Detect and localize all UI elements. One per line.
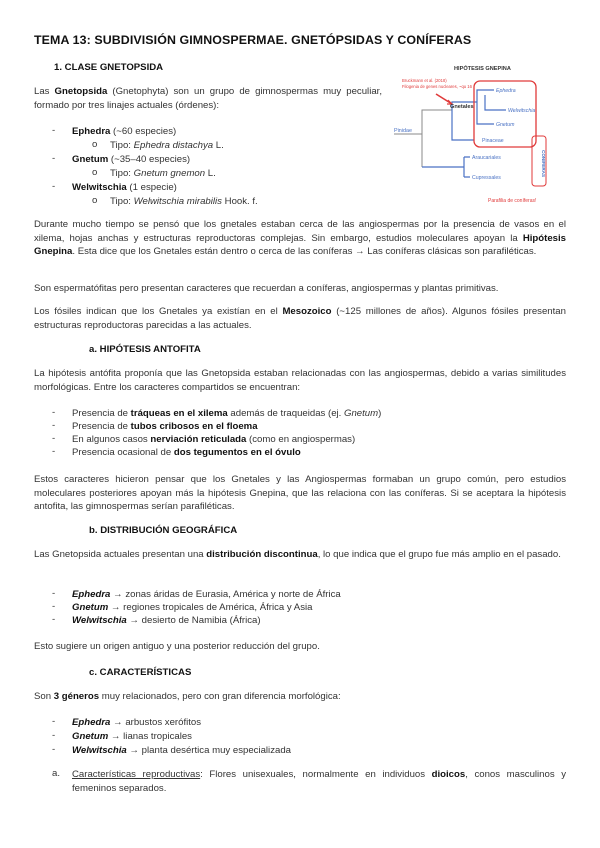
label-ephedra: Ephedra: [496, 88, 516, 94]
list-dash: -: [52, 446, 56, 457]
paragraph-reproductive-features: Características reproductivas: Flores unisexuales, normalmente en individuos dioicos, conos masculinos y femeninos separados.: [72, 769, 567, 794]
paragraph-antofita: La hipótesis antófita proponía que las Gnetopsida estaban relacionadas con las angiospermas, debido a varias similitudes morfológicas. Entre los caracteres compartidos se encuentran:: [34, 368, 566, 393]
label-pinaceae: Pinaceae: [482, 138, 504, 144]
distribution-item-gnetum: Gnetum → regiones tropicales de América, África y Asia: [72, 602, 313, 613]
label-araucariales: Araucariales: [472, 155, 501, 161]
list-dash: -: [52, 588, 56, 599]
type-species-gnetum: Tipo: Gnetum gnemon L.: [110, 168, 216, 179]
list-dash: -: [52, 433, 56, 444]
paragraph-origin: Esto sugiere un origen antiguo y una posterior reducción del grupo.: [34, 641, 320, 652]
list-dash: -: [52, 420, 56, 431]
sub-list-marker: a.: [52, 768, 61, 779]
label-gnetum: Gnetum: [496, 122, 515, 128]
ref-arrow: [436, 94, 452, 104]
type-species-welwitschia: Tipo: Welwitschia mirabilis Hook. f.: [110, 196, 258, 207]
list-dash: -: [52, 730, 56, 741]
label-cupressales: Cupressales: [472, 175, 501, 181]
list-dash: -: [52, 181, 56, 192]
list-dash: -: [52, 601, 56, 612]
list-dash: -: [52, 614, 56, 625]
tree-branch-gnetales: [477, 90, 506, 124]
label-paraphyly: Parafilia de coníferas!: [488, 198, 537, 204]
antofita-item-2: Presencia de tubos cribosos en el floema: [72, 421, 258, 432]
list-dash: -: [52, 153, 56, 164]
paragraph-characters: Son espermatófitas pero presentan caracteres que recuerdan a coníferas, angiospermas y plantas primitivas.: [34, 283, 499, 294]
genus-item-welwitschia: Welwitschia (1 especie): [72, 182, 177, 193]
intro-paragraph: Las Gnetopsida (Gnetophyta) son un grupo de gimnospermas muy peculiar, formado por tres linajes actuales (órdenes):: [34, 86, 382, 111]
sub-bullet: o: [92, 195, 98, 206]
figure-ref-line1: Bruckmann et al. (2018): [402, 78, 447, 83]
type-species-ephedra: Tipo: Ephedra distachya L.: [110, 140, 224, 151]
sub-bullet: o: [92, 139, 98, 150]
label-pinidae: Pinidae: [394, 128, 412, 134]
figure-ref-line2: Filogenia de genes nucleares, ~qu 16: [402, 84, 472, 89]
distribution-item-welwitschia: Welwitschia → desierto de Namibia (África): [72, 615, 261, 626]
distribution-item-ephedra: Ephedra → zonas áridas de Eurasia, América y norte de África: [72, 589, 341, 600]
antofita-item-3: En algunos casos nerviación reticulada (como en angiospermas): [72, 434, 356, 445]
paragraph-antofita-conclusion: Estos caracteres hicieron pensar que los Gnetales y las Angiospermas formaban un grupo común, pero estudios moleculares posteriores apoyan más la hipótesis Gnepina, que las relaciona con las coníferas. Si se aceptara la hipótesis antofita, las gimnospermas serían parafiléticas.: [34, 474, 566, 513]
tree-branch-conifers: [422, 157, 470, 177]
antofita-item-1: Presencia de tráqueas en el xilema además de traqueidas (ej. Gnetum): [72, 408, 382, 419]
genus-item-ephedra: Ephedra (~60 especies): [72, 126, 177, 137]
section-heading-caracteristicas: c. CARACTERÍSTICAS: [89, 667, 192, 678]
section-heading-distribucion: b. DISTRIBUCIÓN GEOGRÁFICA: [89, 525, 238, 536]
tree-branch-root: [394, 110, 452, 167]
feature-item-welwitschia: Welwitschia → planta desértica muy especializada: [72, 745, 291, 756]
feature-item-gnetum: Gnetum → lianas tropicales: [72, 731, 192, 742]
page-title: TEMA 13: SUBDIVISIÓN GIMNOSPERMAE. GNETÓPSIDAS Y CONÍFERAS: [34, 33, 472, 47]
list-dash: -: [52, 125, 56, 136]
section-heading-clase-gnetopsida: 1. CLASE GNETOPSIDA: [54, 62, 164, 73]
label-coniferas: CONÍFERAS: [541, 150, 546, 178]
genus-item-gnetum: Gnetum (~35–40 especies): [72, 154, 191, 165]
list-dash: -: [52, 744, 56, 755]
paragraph-caracteristicas: Son 3 géneros muy relacionados, pero con gran diferencia morfológica:: [34, 691, 341, 702]
figure-title: HIPÓTESIS GNEPINA: [454, 66, 511, 72]
paragraph-fossils: Los fósiles indican que los Gnetales ya existían en el Mesozoico (~125 millones de años). Algunos fósiles presentan estructuras reproductoras parecidas a las actuales.: [34, 306, 566, 331]
antofita-item-4: Presencia ocasional de dos tegumentos en el óvulo: [72, 447, 301, 458]
label-gnetales: Gnetales: [450, 104, 474, 110]
paragraph-gnepine-hypothesis: Durante mucho tiempo se pensó que los gnetales estaban cerca de las angiospermas por la presencia de vasos en el xilema, hojas anchas y estructuras reproductoras complejas. Sin embargo, estudios moleculares apoyan la Hipótesis Gnepina. Esta dice que los Gnetales están dentro o cerca de las coníferas → Las coníferas clásicas son parafiléticas.: [34, 219, 566, 258]
sub-bullet: o: [92, 167, 98, 178]
list-dash: -: [52, 716, 56, 727]
label-welwitschia: Welwitschia: [508, 108, 536, 114]
section-heading-antofita: a. HIPÓTESIS ANTOFITA: [89, 344, 201, 355]
gnepine-hypothesis-figure: [392, 62, 582, 208]
feature-item-ephedra: Ephedra → arbustos xerófitos: [72, 717, 202, 728]
list-dash: -: [52, 407, 56, 418]
paragraph-distribucion: Las Gnetopsida actuales presentan una distribución discontinua, lo que indica que el grupo fue más amplio en el pasado.: [34, 549, 561, 560]
